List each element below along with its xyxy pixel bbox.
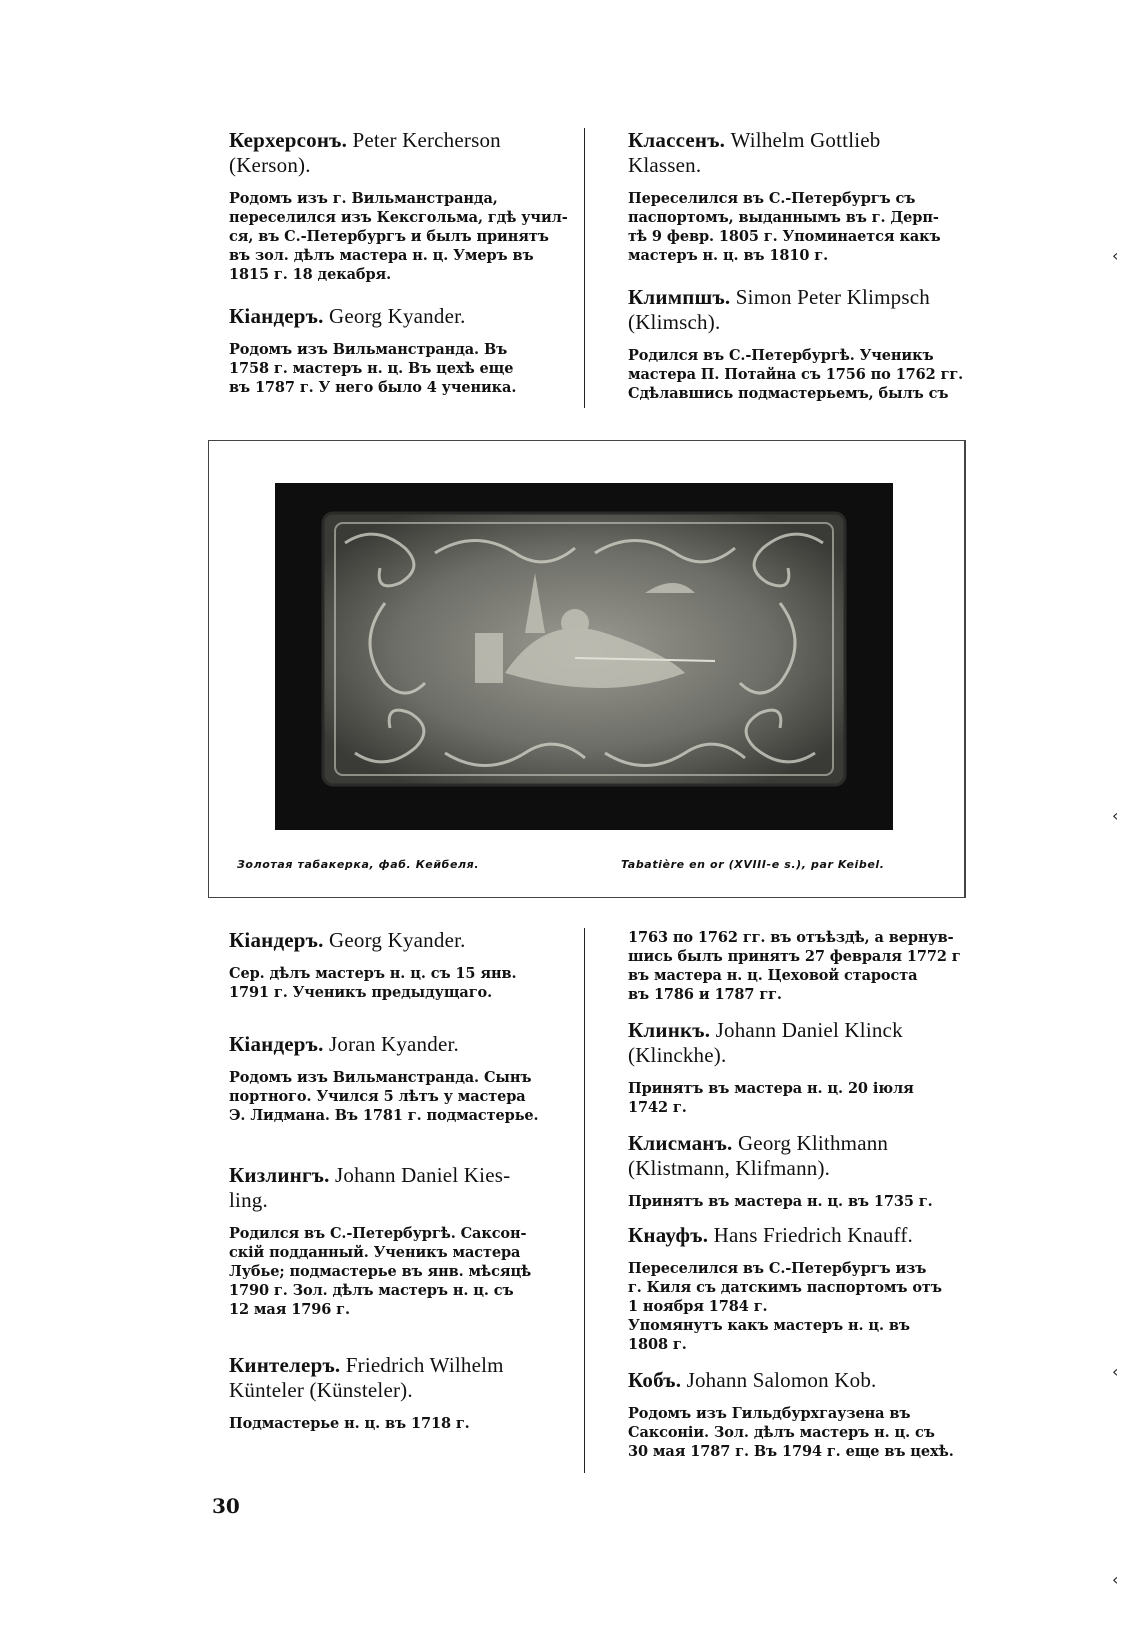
- left-bottom-column: [229, 928, 551, 1433]
- entry-text: [229, 964, 551, 1002]
- entry-heading: [229, 304, 551, 329]
- entry-text-line: Переселился въ С.-Петербургъ съ: [628, 190, 916, 207]
- entry-name-latin: Johann Salomon Kob.: [686, 1368, 877, 1392]
- dictionary-entry: [628, 1368, 968, 1461]
- entry-text-line: скій подданный. Ученикъ мастера: [229, 1244, 521, 1261]
- entry-text: [628, 1404, 968, 1461]
- entry-name-russian: Кнауфъ.: [628, 1223, 709, 1247]
- entry-text-line: Принятъ въ мастера н. ц. въ 1735 г.: [628, 1193, 933, 1210]
- entry-name-latin: Wilhelm Gottlieb: [730, 128, 881, 152]
- entry-text: [628, 1192, 968, 1211]
- entry-text-line: Родомъ изъ Вильманстранда. Въ: [229, 341, 508, 358]
- entry-text-line: мастера П. Потайна съ 1756 по 1762 гг.: [628, 366, 964, 383]
- entry-text-line: Родомъ изъ Вильманстранда. Сынъ: [229, 1069, 532, 1086]
- entry-name-russian: Клинкъ.: [628, 1018, 711, 1042]
- entry-text-line: въ зол. дѣлъ мастера н. ц. Умеръ въ: [229, 247, 534, 264]
- entry-text-line: тѣ 9 февр. 1805 г. Упоминается какъ: [628, 228, 941, 245]
- entry-name-latin: Friedrich Wilhelm: [345, 1353, 504, 1377]
- entry-text: [628, 1259, 968, 1354]
- entry-text-line: Сдѣлавшись подмастерьемъ, былъ съ: [628, 385, 949, 402]
- entry-text-line: Лубье; подмастерье въ янв. мѣсяцѣ: [229, 1263, 532, 1280]
- entry-name-russian: Кинтелеръ.: [229, 1353, 341, 1377]
- entry-text-line: въ 1786 и 1787 гг.: [628, 986, 782, 1003]
- entry-text-line: мастеръ н. ц. въ 1810 г.: [628, 247, 829, 264]
- entry-text-line: 30 мая 1787 г. Въ 1794 г. еще въ цехѣ.: [628, 1443, 954, 1460]
- entry-heading: [229, 1032, 551, 1057]
- entry-text-line: 1815 г. 18 декабря.: [229, 266, 392, 283]
- entry-name-russian: Кизлингъ.: [229, 1163, 330, 1187]
- entry-name-russian: Керхерсонъ.: [229, 128, 348, 152]
- entry-heading: [628, 128, 968, 178]
- entry-name-latin: Peter Kercherson: [352, 128, 501, 152]
- column-divider-bottom: [584, 928, 585, 1473]
- entry-name-russian: Кіандеръ.: [229, 304, 324, 328]
- dictionary-entry: [628, 1223, 968, 1354]
- entry-text-line: 12 мая 1796 г.: [229, 1301, 350, 1318]
- snuffbox-photo: [275, 483, 893, 830]
- entry-heading: [628, 285, 968, 335]
- dictionary-entry: [229, 928, 551, 1002]
- entry-text: [628, 189, 968, 265]
- dictionary-entry: [628, 1018, 968, 1117]
- entry-text-line: Принятъ въ мастера н. ц. 20 іюля: [628, 1080, 914, 1097]
- entry-heading: [229, 128, 551, 178]
- entry-heading: [628, 1018, 968, 1068]
- column-divider-top: [584, 128, 585, 408]
- entry-name-latin: Simon Peter Klimpsch: [735, 285, 930, 309]
- entry-text-line: Сер. дѣлъ мастеръ н. ц. съ 15 янв.: [229, 965, 517, 982]
- dictionary-entry: [628, 285, 968, 403]
- entry-text-line: портного. Учился 5 лѣтъ у мастера: [229, 1088, 526, 1105]
- entry-name-russian: Кіандеръ.: [229, 1032, 324, 1056]
- entry-name-latin: Johann Daniel Kies-: [335, 1163, 511, 1187]
- dictionary-entry: [628, 1131, 968, 1211]
- entry-text: [229, 189, 568, 284]
- entry-name-latin: Joran Kyander.: [329, 1032, 459, 1056]
- entry-text-line: Подмастерье н. ц. въ 1718 г.: [229, 1415, 470, 1432]
- entry-text-line: шись былъ принятъ 27 февраля 1772 г: [628, 948, 961, 965]
- entry-text-line: Родомъ изъ Гильдбурхгаузена въ: [628, 1405, 911, 1422]
- entry-text-line: въ мастера н. ц. Цеховой староста: [628, 967, 918, 984]
- entry-name-russian: Климпшъ.: [628, 285, 731, 309]
- margin-mark: ‹: [1112, 1570, 1119, 1589]
- entry-text: [229, 340, 551, 397]
- entry-text-line: 1790 г. Зол. дѣлъ мастеръ н. ц. съ: [229, 1282, 514, 1299]
- entry-text: [229, 1224, 551, 1319]
- entry-text-line: 1 ноября 1784 г.: [628, 1298, 768, 1315]
- right-top-column: [628, 128, 968, 403]
- entry-heading: [229, 1163, 551, 1213]
- entry-heading: [229, 928, 551, 953]
- entry-name-russian: Классенъ.: [628, 128, 726, 152]
- entry-name-latin: (Kerson).: [229, 153, 311, 177]
- entry-text-line: Родился въ С.-Петербургѣ. Саксон-: [229, 1225, 527, 1242]
- entry-text-line: 1808 г.: [628, 1336, 687, 1353]
- entry-name-latin: Georg Kyander.: [329, 304, 466, 328]
- entry-text: [628, 1079, 968, 1117]
- entry-name-latin: Künteler (Künsteler).: [229, 1378, 413, 1402]
- snuffbox-illustration: [275, 483, 893, 830]
- entry-name-latin: Georg Klithmann: [737, 1131, 889, 1155]
- dictionary-entry: [229, 1032, 551, 1125]
- entry-name-latin: Hans Friedrich Knauff.: [713, 1223, 914, 1247]
- entry-name-russian: Клисманъ.: [628, 1131, 733, 1155]
- entry-heading: [628, 1131, 968, 1181]
- continued-entry-text: [628, 928, 968, 1004]
- entry-heading: [628, 1368, 968, 1393]
- dictionary-entry: [229, 128, 568, 284]
- right-bottom-column: [628, 928, 968, 1461]
- entry-heading: [628, 1223, 968, 1248]
- left-top-column: [229, 128, 568, 397]
- margin-mark: ‹: [1112, 1362, 1119, 1381]
- dictionary-entry: [229, 1353, 551, 1433]
- entry-name-russian: Кобъ.: [628, 1368, 682, 1392]
- entry-text-line: Переселился въ С.-Петербургъ изъ: [628, 1260, 927, 1277]
- entry-text: [628, 346, 968, 403]
- dictionary-entry: [229, 304, 551, 397]
- entry-text-line: Саксоніи. Зол. дѣлъ мастеръ н. ц. съ: [628, 1424, 935, 1441]
- entry-text: [229, 1068, 551, 1125]
- figure-frame: [208, 440, 966, 898]
- entry-text-line: г. Киля съ датскимъ паспортомъ отъ: [628, 1279, 942, 1296]
- dictionary-entry: [229, 1163, 551, 1319]
- entry-name-latin: (Klimsch).: [628, 310, 721, 334]
- entry-text-line: Родомъ изъ г. Вильманстранда,: [229, 190, 498, 207]
- dictionary-entry: [628, 128, 968, 265]
- entry-text-line: Родился въ С.-Петербургѣ. Ученикъ: [628, 347, 934, 364]
- page-number: 30: [212, 1494, 240, 1518]
- margin-mark: ‹: [1112, 246, 1119, 265]
- entry-name-latin: (Klinckhe).: [628, 1043, 727, 1067]
- entry-name-latin: Klassen.: [628, 153, 702, 177]
- entry-name-latin: Johann Daniel Klinck: [715, 1018, 903, 1042]
- entry-text-line: паспортомъ, выданнымъ въ г. Дерп-: [628, 209, 939, 226]
- entry-text-line: 1763 по 1762 гг. въ отъѣздѣ, а вернув-: [628, 929, 954, 946]
- figure-caption-left: Золотая табакерка, фаб. Кейбеля.: [237, 858, 480, 871]
- entry-name-latin: ling.: [229, 1188, 268, 1212]
- entry-text-line: 1791 г. Ученикъ предыдущаго.: [229, 984, 493, 1001]
- entry-text-line: ся, въ С.-Петербургъ и былъ принятъ: [229, 228, 549, 245]
- entry-text-line: переселился изъ Кексгольма, гдѣ учил-: [229, 209, 568, 226]
- entry-text-line: Э. Лидмана. Въ 1781 г. подмастерье.: [229, 1107, 539, 1124]
- entry-text: [229, 1414, 551, 1433]
- entry-text-line: 1758 г. мастеръ н. ц. Въ цехѣ еще: [229, 360, 514, 377]
- entry-heading: [229, 1353, 551, 1403]
- entry-name-latin: Georg Kyander.: [329, 928, 466, 952]
- entry-name-russian: Кіандеръ.: [229, 928, 324, 952]
- figure-caption-right: Tabatière en or (XVIII-e s.), par Keibel.: [621, 858, 885, 871]
- entry-text-line: Упомянутъ какъ мастеръ н. ц. въ: [628, 1317, 910, 1334]
- entry-text-line: 1742 г.: [628, 1099, 687, 1116]
- entry-text-line: въ 1787 г. У него было 4 ученика.: [229, 379, 517, 396]
- entry-name-latin: (Klistmann, Klifmann).: [628, 1156, 831, 1180]
- margin-mark: ‹: [1112, 806, 1119, 825]
